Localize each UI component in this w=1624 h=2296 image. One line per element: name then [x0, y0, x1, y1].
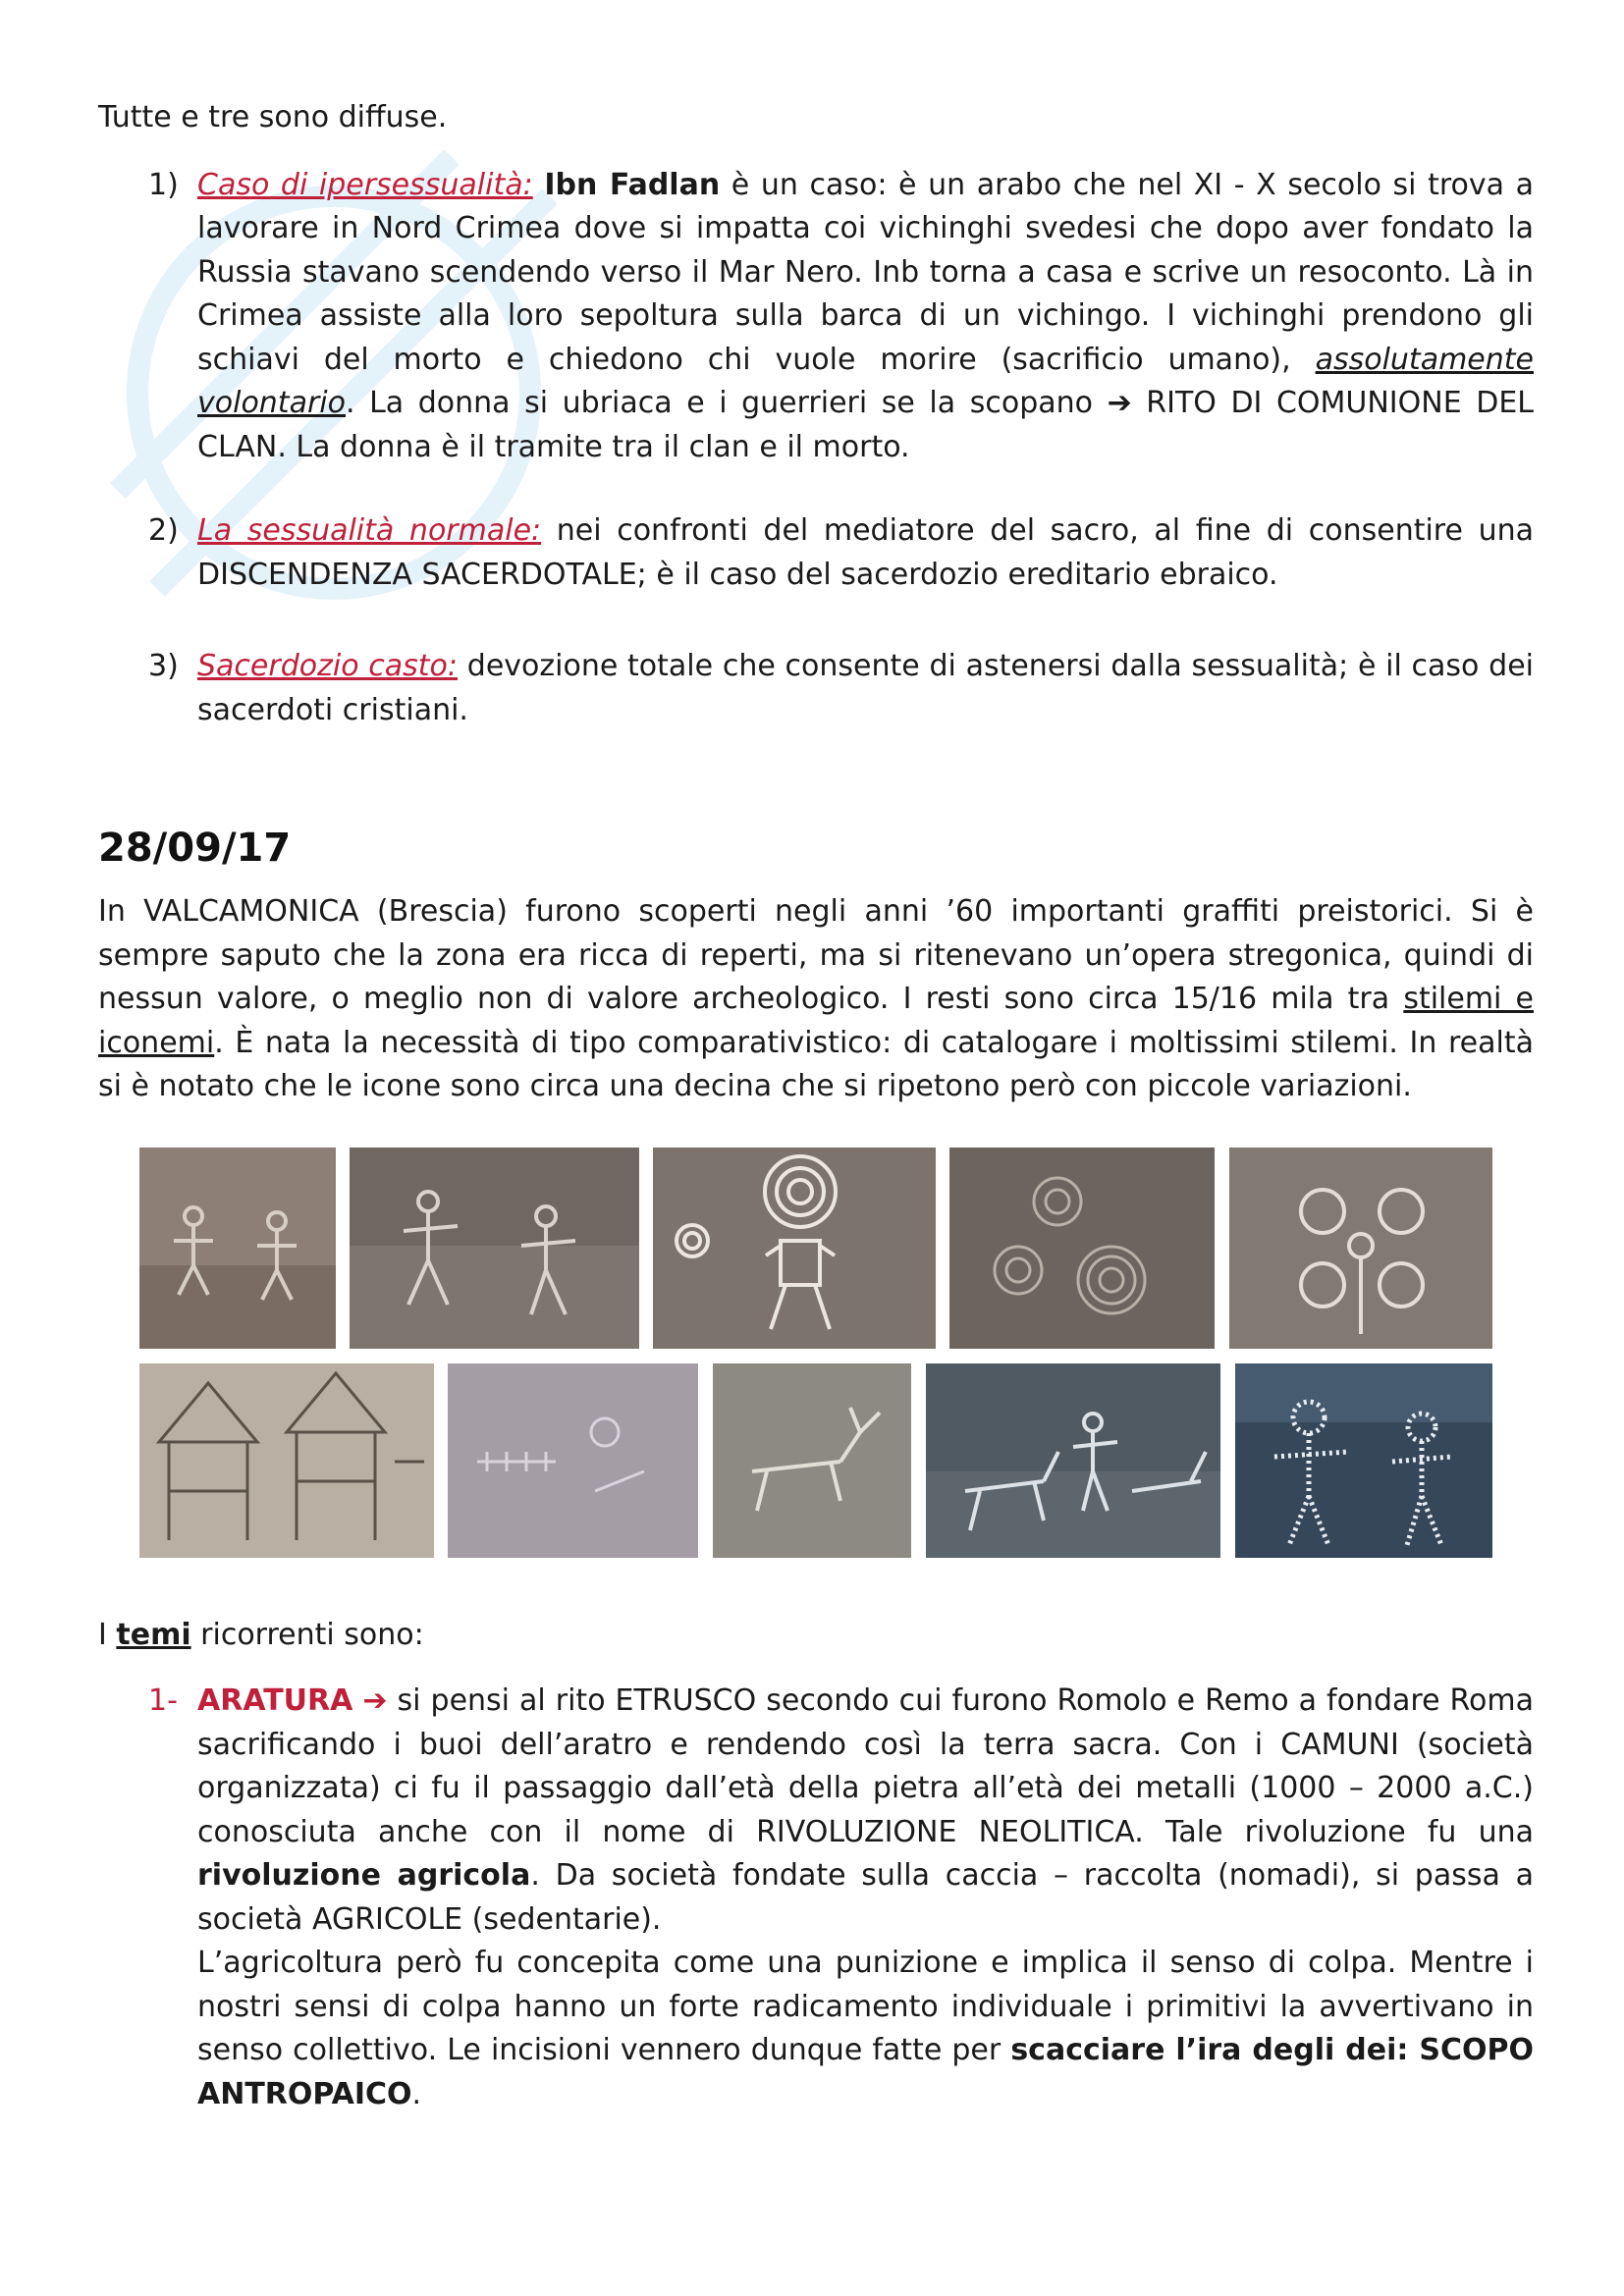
list-item — [98, 1680, 1534, 2116]
item-title: La sessualità normale: — [197, 513, 542, 548]
item-number: 1) — [148, 167, 179, 202]
item-title: Caso di ipersessualità: — [197, 167, 533, 202]
photo — [926, 1363, 1220, 1558]
photo — [139, 1363, 434, 1558]
rock-art-gallery — [98, 1148, 1534, 1570]
list-item — [98, 645, 1534, 732]
item-title: ARATURA — [197, 1683, 353, 1718]
date-heading: 28/09/17 — [98, 826, 292, 871]
item-title: Sacerdozio casto: — [197, 649, 459, 683]
item-text: si pensi al rito ETRUSCO secondo cui furono Romolo e Remo a fondare Roma sacrificando i buoi dell’aratro e rendendo così la terra sacra. Con i CAMUNI (società organizzata) ci fu il passaggio dall’età della pietra all’età dei metalli (1000 – 2000 a.C.) conosciuta anche con il nome di RIVOLUZIONE NEOLITICA. Tale rivoluzione fu una — [197, 1683, 1534, 1849]
item-text: nei confronti del mediatore del sacro, al fine di consentire una DISCENDENZA SACERDOTALE; è il caso del sacerdozio ereditario ebraico. — [197, 513, 1534, 592]
photo — [139, 1148, 336, 1349]
emphasis-text: assolutamente volontario — [197, 342, 1534, 420]
item-text: . La donna si ubriaca e i guerrieri se la scopano — [345, 386, 1108, 420]
bold-text: scacciare l’ira degli dei: SCOPO ANTROPAICO — [197, 2033, 1534, 2111]
intro-text-part: I — [98, 1617, 117, 1652]
list-item — [98, 509, 1534, 597]
arrow-icon: ➔ — [362, 1683, 388, 1718]
paragraph-text: . È nata la necessità di tipo comparativistico: di catalogare i moltissimi stilemi. In realtà si è notato che le icone sono circa una decina che si ripetono però con piccole variazioni. — [98, 1025, 1534, 1103]
intro-text-part: ricorrenti sono: — [190, 1617, 424, 1652]
bold-name: Ibn Fadlan — [544, 167, 721, 202]
photo — [1235, 1363, 1492, 1558]
themes-intro — [98, 1614, 1534, 1658]
underlined-text: stilemi e iconemi — [98, 982, 1534, 1060]
themes-keyword: temi — [116, 1617, 191, 1652]
photo — [1229, 1148, 1492, 1349]
item-number: 3) — [148, 649, 179, 683]
item-text: . — [411, 2076, 422, 2111]
item-text: è un caso: è un arabo che nel XI - X secolo si trova a lavorare in Nord Crimea dove si impatta coi vichinghi svedesi che dopo aver fondato la Russia stavano scendendo verso il Mar Nero. Inb torna a casa e scrive un resoconto. Là in Crimea assiste alla loro sepoltura sulla barca di un vichingo. I vichinghi prendono gli schiavi del morto e chiedono chi vuole morire (sacrificio umano), — [197, 167, 1535, 377]
photo — [713, 1363, 911, 1558]
item-text: . Da società fondate sulla caccia – raccolta (nomadi), si passa a società AGRICOLE (sedentarie). — [197, 1858, 1534, 1937]
bold-text: rivoluzione agricola — [197, 1858, 531, 1893]
photo — [350, 1148, 639, 1349]
item-text: devozione totale che consente di astenersi dalla sessualità; è il caso dei sacerdoti cristiani. — [197, 649, 1534, 727]
item-text: L’agricoltura però fu concepita come una punizione e implica il senso di colpa. Mentre i nostri sensi di colpa hanno un forte radicamento individuale i primitivi la avvertivano in senso collettivo. Le incisioni vennero dunque fatte per — [197, 1946, 1534, 2067]
photo — [653, 1148, 936, 1349]
item-text: RITO DI COMUNIONE DEL CLAN. La donna è il tramite tra il clan e il morto. — [197, 386, 1535, 464]
list-item — [98, 164, 1534, 470]
item-number: 1- — [148, 1683, 178, 1718]
photo — [448, 1363, 698, 1558]
item-continuation — [197, 1942, 1534, 2116]
body-paragraph — [98, 890, 1534, 1109]
paragraph-text: In VALCAMONICA (Brescia) furono scoperti negli anni ’60 importanti graffiti preistorici. Si è sempre saputo che la zona era ricca di reperti, ma si ritenevano un’opera stregonica, quindi di nessun valore, o meglio non di valore archeologico. I resti sono circa 15/16 mila tra — [98, 894, 1534, 1016]
photo — [949, 1148, 1215, 1349]
intro-text: Tutte e tre sono diffuse. — [98, 100, 448, 134]
arrow-icon: ➔ — [1107, 386, 1132, 420]
item-number: 2) — [148, 513, 179, 548]
